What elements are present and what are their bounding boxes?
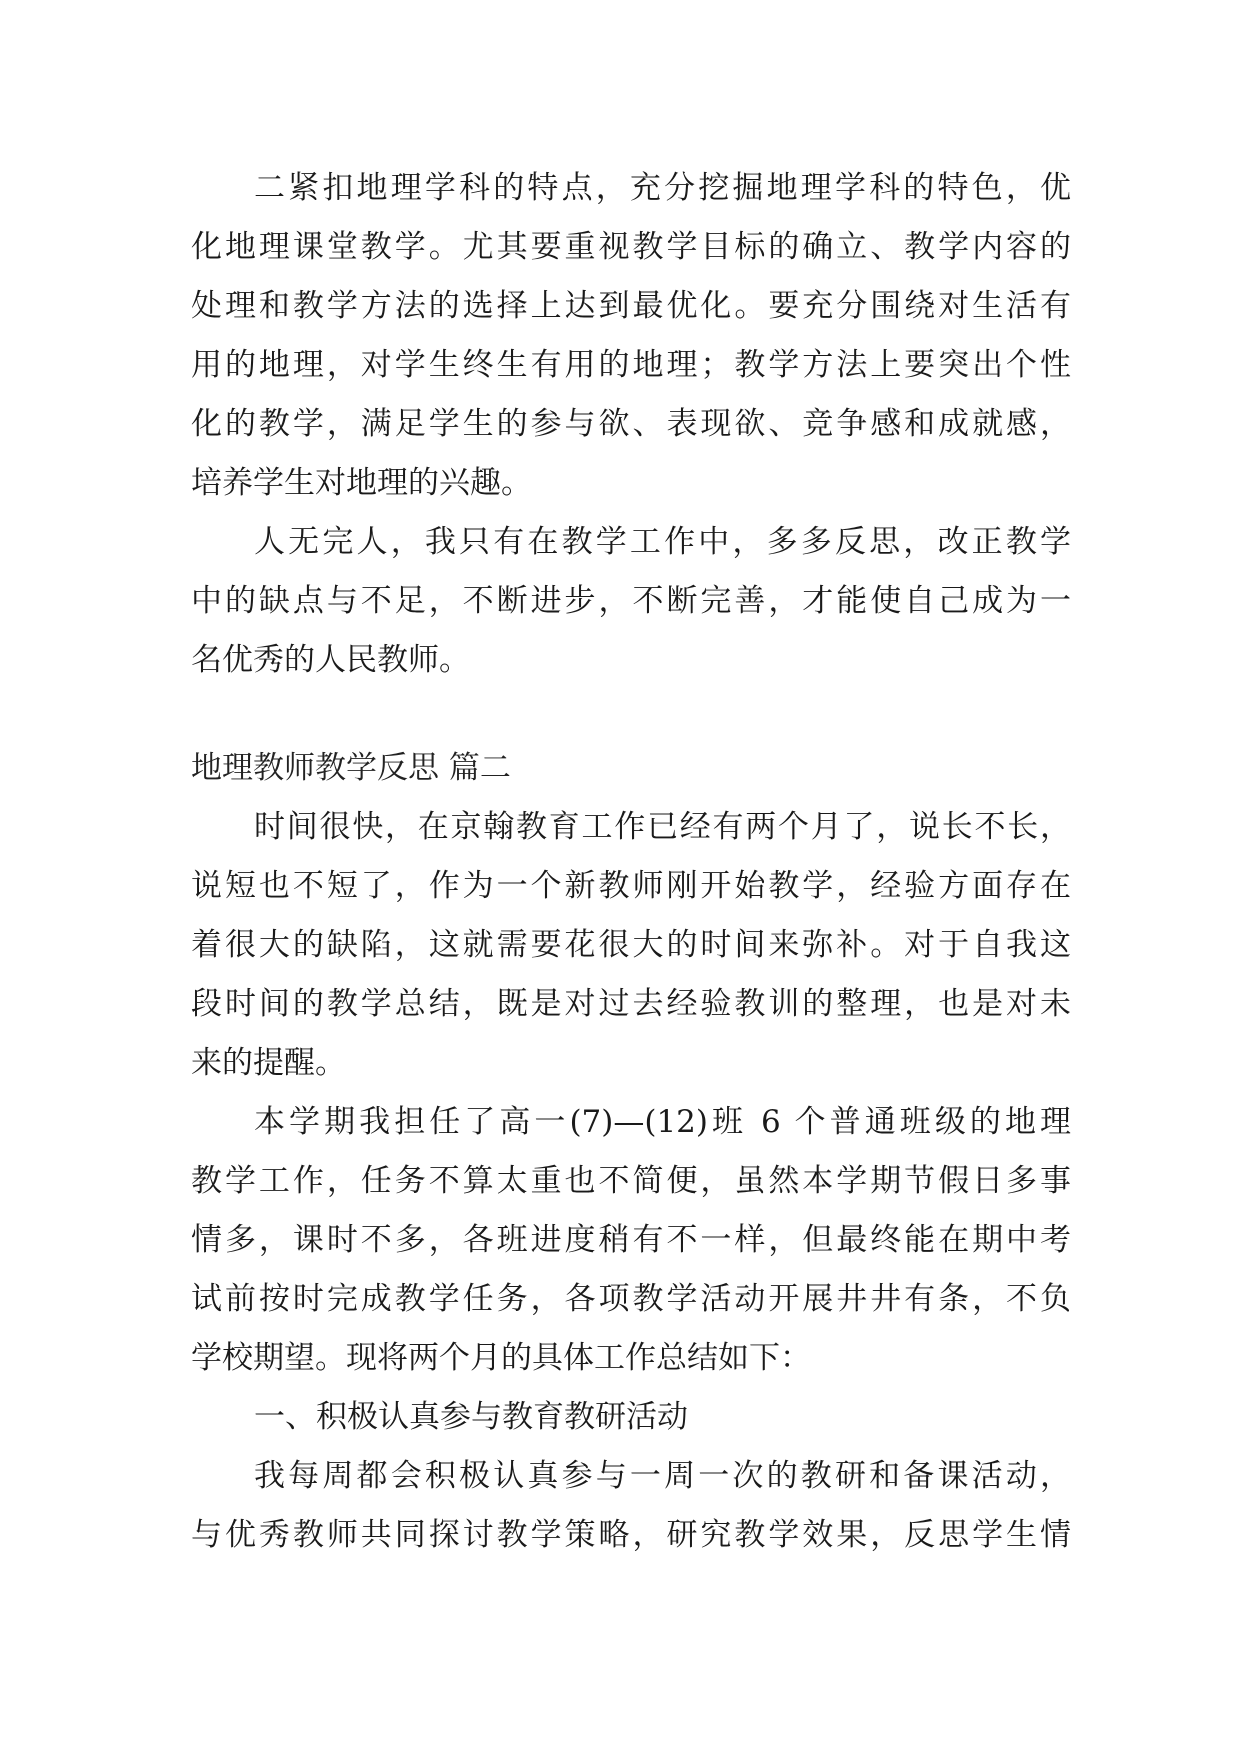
paragraph-line: 段时间的教学总结，既是对过去经验教训的整理，也是对未: [191, 986, 1071, 1022]
paragraph-line: 人无完人，我只有在教学工作中，多多反思，改正教学: [254, 524, 1071, 560]
paragraph-line: 化地理课堂教学。尤其要重视教学目标的确立、教学内容的: [191, 229, 1071, 265]
paragraph-line: 教学工作，任务不算太重也不简便，虽然本学期节假日多事: [191, 1163, 1071, 1199]
paragraph-line: 着很大的缺陷，这就需要花很大的时间来弥补。对于自我这: [191, 927, 1071, 963]
paragraph-line: 与优秀教师共同探讨教学策略，研究教学效果，反思学生情: [191, 1517, 1071, 1553]
paragraph-line: 中的缺点与不足，不断进步，不断完善，才能使自己成为一: [191, 583, 1071, 619]
paragraph-line: 时间很快，在京翰教育工作已经有两个月了，说长不长，: [254, 809, 1071, 845]
paragraph-line: 试前按时完成教学任务，各项教学活动开展井井有条，不负: [191, 1281, 1071, 1317]
paragraph-line: 名优秀的人民教师。: [191, 642, 470, 678]
subsection-heading: 一、积极认真参与教育教研活动: [254, 1399, 688, 1435]
paragraph-line: 培养学生对地理的兴趣。: [191, 465, 532, 501]
paragraph-line: 我每周都会积极认真参与一周一次的教研和备课活动，: [254, 1458, 1071, 1494]
section-heading: 地理教师教学反思 篇二: [191, 750, 511, 786]
paragraph-line: 处理和教学方法的选择上达到最优化。要充分围绕对生活有: [191, 288, 1071, 324]
paragraph-line: 来的提醒。: [191, 1045, 346, 1081]
paragraph-line: 化的教学，满足学生的参与欲、表现欲、竞争感和成就感，: [191, 406, 1071, 442]
paragraph-line: 说短也不短了，作为一个新教师刚开始教学，经验方面存在: [191, 868, 1071, 904]
paragraph-line: 学校期望。现将两个月的具体工作总结如下：: [191, 1340, 811, 1376]
paragraph-line: 用的地理，对学生终生有用的地理；教学方法上要突出个性: [191, 347, 1071, 383]
paragraph-line: 二紧扣地理学科的特点，充分挖掘地理学科的特色，优: [254, 170, 1071, 206]
paragraph-line: 本学期我担任了高一(7)—(12)班 6 个普通班级的地理: [254, 1104, 1071, 1140]
paragraph-line: 情多，课时不多，各班进度稍有不一样，但最终能在期中考: [191, 1222, 1071, 1258]
